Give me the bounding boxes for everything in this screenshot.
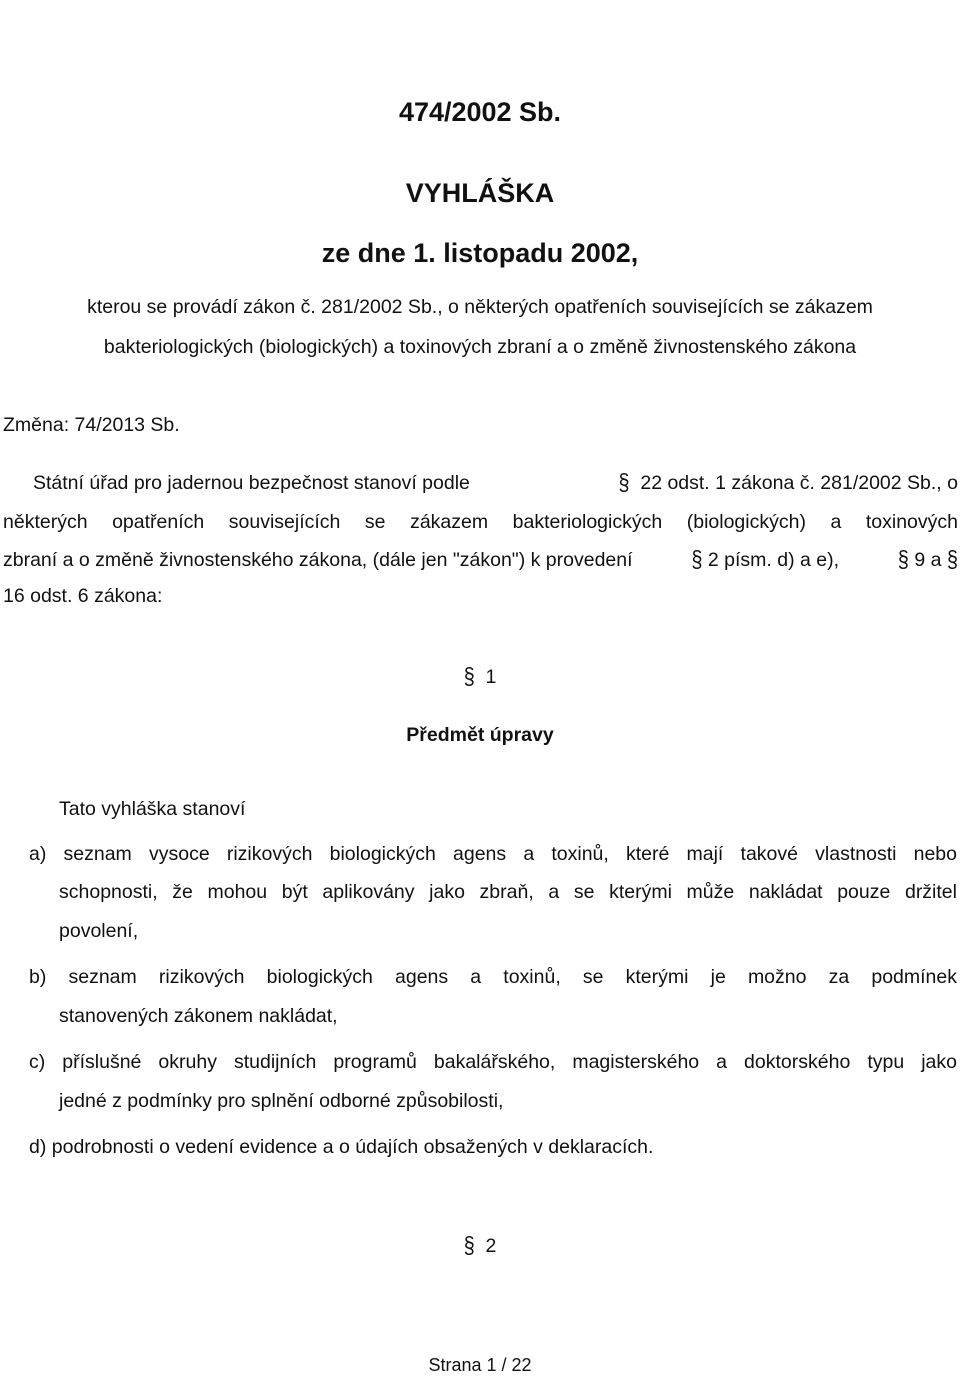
section-1-number: § 1	[463, 664, 497, 690]
intro-line-3	[3, 549, 958, 572]
intro-line-4: 16 odst. 6 zákona:	[3, 585, 163, 607]
section-symbol: §	[946, 547, 958, 573]
section-symbol: §	[897, 547, 909, 573]
document-type: VYHLÁŠKA	[405, 178, 555, 208]
intro-line-1-part-a: Státní úřad pro jadernou bezpečnost stanoví podle	[33, 472, 470, 494]
list-item-a-line-1: a) seznam vysoce rizikových biologických agens a toxinů, které mají takové vlastnosti nebo	[29, 843, 957, 865]
section-symbol: §	[463, 1233, 475, 1259]
intro-line-3-part-b: § 2 písm. d) a e),	[691, 547, 840, 573]
list-item-a-line-3: povolení,	[59, 920, 139, 942]
intro-line-1-part-b: § 22 odst. 1 zákona č. 281/2002 Sb., o	[618, 470, 958, 496]
section-2-number: § 2	[463, 1233, 497, 1259]
intro-line-2: některých opatřeních souvisejících se zákazem bakteriologických (biologických) a toxinových	[3, 511, 958, 533]
section-symbol: §	[463, 664, 475, 690]
section-1-lead: Tato vyhláška stanoví	[59, 798, 246, 820]
document-subtitle-line-1: kterou se provádí zákon č. 281/2002 Sb., o některých opatřeních souvisejících se zákazem	[87, 296, 873, 318]
list-item-c-line-1: c) příslušné okruhy studijních programů bakalářského, magisterského a doktorského typu jako	[29, 1051, 957, 1073]
section-1-title: Předmět úpravy	[406, 724, 554, 746]
list-item-c-line-2: jedné z podmínky pro splnění odborné způsobilosti,	[59, 1090, 504, 1112]
document-subtitle-line-2: bakteriologických (biologických) a toxinových zbraní a o změně živnostenského zákona	[103, 336, 857, 358]
intro-line-3-part-c: § 9 a §	[897, 547, 958, 573]
list-item-d-line-1: d) podrobnosti o vedení evidence a o údajích obsažených v deklaracích.	[29, 1136, 654, 1158]
intro-line-3-part-a: zbraní a o změně živnostenského zákona, (dále jen "zákon") k provedení	[3, 549, 633, 571]
amendment-note: Změna: 74/2013 Sb.	[3, 414, 180, 436]
section-symbol: §	[691, 547, 703, 573]
list-item-b-line-2: stanovených zákonem nakládat,	[59, 1005, 338, 1027]
list-item-b-line-1: b) seznam rizikových biologických agens a toxinů, se kterými je možno za podmínek	[29, 966, 957, 988]
intro-line-1	[33, 472, 958, 495]
document-number: 474/2002 Sb.	[398, 97, 562, 127]
document-date: ze dne 1. listopadu 2002,	[321, 238, 639, 268]
section-symbol: §	[618, 470, 630, 496]
page-number: Strana 1 / 22	[428, 1355, 532, 1375]
list-item-a-line-2: schopnosti, že mohou být aplikovány jako zbraň, a se kterými může nakládat pouze držitel	[59, 881, 957, 903]
